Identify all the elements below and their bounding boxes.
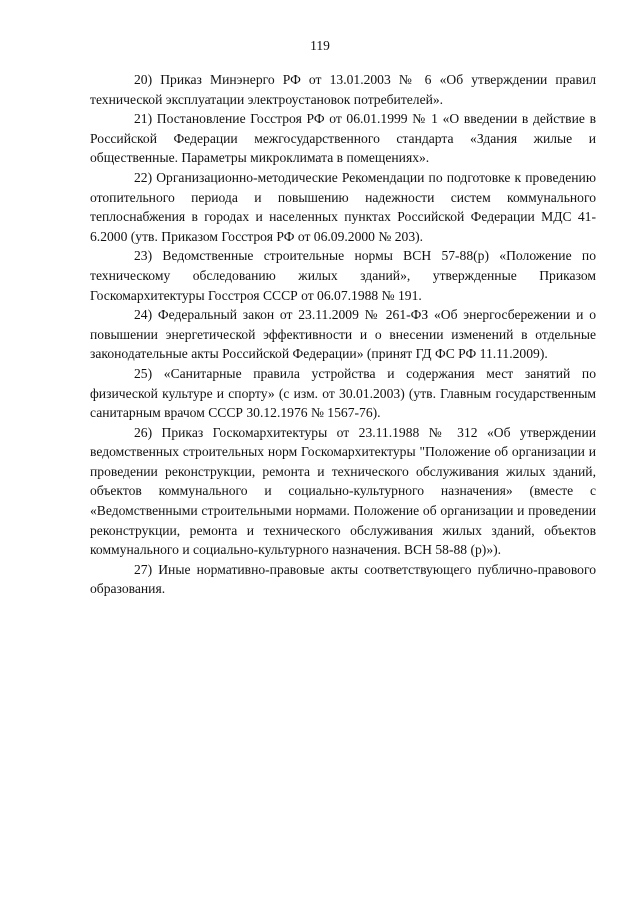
list-item: 22) Организационно-методические Рекомендации по подготовке к проведению отопительного периода и повышению надежности систем коммунального теплоснабжения в городах и населенных пунктах Российской Федерации МДС 41-6.2000 (утв. Приказом Госстроя РФ от 06.09.2000 № 203). bbox=[90, 169, 596, 244]
list-item: 20) Приказ Минэнерго РФ от 13.01.2003 № 6 «Об утверждении правил технической эксплуатации электроустановок потребителей». bbox=[90, 72, 596, 107]
list-item: 25) «Санитарные правила устройства и содержания мест занятий по физической культуре и спорту» (с изм. от 30.01.2003) (утв. Главным государственным санитарным врачом СССР 30.12.1976 № 1567-76). bbox=[90, 365, 596, 421]
page-number: 119 bbox=[310, 38, 330, 53]
reference-list bbox=[90, 70, 596, 599]
list-item: 21) Постановление Госстроя РФ от 06.01.1999 № 1 «О введении в действие в Российской Федерации межгосударственного стандарта «Здания жилые и общественные. Параметры микроклимата в помещениях». bbox=[90, 111, 596, 166]
list-item: 23) Ведомственные строительные нормы ВСН 57-88(р) «Положение по техническому обследованию жилых зданий», утвержденные Приказом Госкомархитектуры Госстроя СССР от 06.07.1988 № 191. bbox=[90, 248, 596, 303]
list-item: 24) Федеральный закон от 23.11.2009 № 261-ФЗ «Об энергосбережении и о повышении энергетической эффективности и о внесении изменений в отдельные законодательные акты Российской Федерации» (принят ГД ФС РФ 11.11.2009). bbox=[90, 307, 596, 362]
list-item: 26) Приказ Госкомархитектуры от 23.11.1988 № 312 «Об утверждении ведомственных строительных норм Госкомархитектуры "Положение об организации и проведении реконструкции, ремонта и технического обслуживания жилых зданий, объектов коммунального и социально-культурного назначения» (вместе с «Ведомственными строительными нормами. Положение об организации и проведении реконструкции, ремонта и технического обслуживания жилых зданий, объектов коммунального и социально-культурного назначения. ВСН 58-88 (р)»). bbox=[90, 424, 596, 558]
list-item: 27) Иные нормативно-правовые акты соответствующего публично-правового образования. bbox=[90, 561, 596, 597]
